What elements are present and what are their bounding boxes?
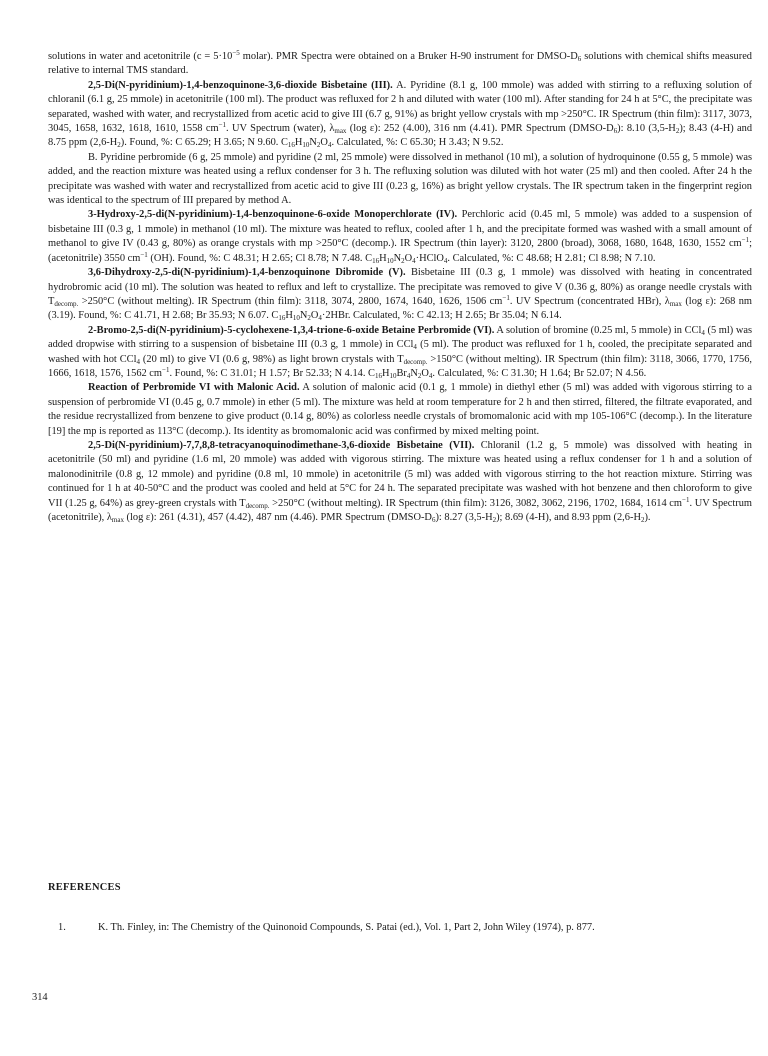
paragraph-text: (log ε): 261 (4.31), 457 (4.42), 487 nm (4.46). PMR Spectrum (DMSO-D xyxy=(123,512,432,523)
paragraph-text: solutions in water and acetonitrile (c = 5·10 xyxy=(48,51,233,62)
paragraph-text: H xyxy=(379,252,387,264)
subscript: 4 xyxy=(136,357,140,366)
compound-heading: 3,6-Dihydroxy-2,5-di(N-pyridinium)-1,4-benzoquinone Dibromide (V). xyxy=(88,267,406,279)
body-paragraph xyxy=(48,208,752,266)
paragraph-text: Br xyxy=(396,367,407,379)
paragraph-text: Chloranil (1.2 g, 5 mmole) was dissolved with heating in acetonitrile (50 ml) and pyridine (1.6 ml, 20 mmole) was added with vigorous stirring. The mixture was heated using a reflux condenser for 1 h and a solution of malonodinitrile (0.8 g, 12 mmole) and pyridine (0.8 ml, 10 mmole) in acetonitrile (5 ml) was added with vigorous stirring to the hot reaction mixture. Stirring was continued for 1 h at 40-50°C and the product was cooled and held at 5°C for 24 h. The separated precipitate was washed with hot benzene and then chloroform to give VII (1.25 g, 64%) as grey-green crystals with T xyxy=(48,439,752,509)
paragraph-text: (log ε): 252 (4.00), 316 nm (4.41). PMR Spectrum (DMSO-D xyxy=(346,123,614,135)
paragraph-text: solutions with chemical shifts measured relative to internal TMS standard. xyxy=(48,51,752,77)
paragraph-text: O xyxy=(421,367,429,379)
subscript: 16 xyxy=(278,314,286,323)
superscript: −5 xyxy=(232,49,240,57)
subscript: max xyxy=(111,516,124,524)
paragraph-text: . Calculated, %: C 65.30; H 3.43; N 9.52. xyxy=(331,137,504,149)
subscript: 4 xyxy=(327,141,332,150)
superscript: −1 xyxy=(140,250,148,259)
paragraph-text: Bisbetaine III (0.3 g, 1 mmole) was dissolved with heating in concentrated hydrobromic acid (10 ml). The solution was heated to reflux and left to crystallize. The precipitate was removed to give V (0.36 g, 80%) as orange needle crystals with T xyxy=(48,267,752,307)
paragraph-text: O xyxy=(404,252,413,264)
subscript: 16 xyxy=(374,371,382,380)
paragraph-text: >250°C (without melting). IR Spectrum (thin film): 3126, 3082, 3062, 2196, 1702, 1684, 1614 cm xyxy=(269,497,682,509)
paragraph-text: ); 8.43 (4-H) and 8.75 ppm (2,6-H xyxy=(48,123,753,149)
subscript: 2 xyxy=(417,371,422,380)
paragraph-text: O xyxy=(320,137,328,149)
subscript: 6 xyxy=(577,55,582,63)
paragraph-text: Perchloric acid (0.45 ml, 5 mmole) was added to a suspension of bisbetaine III (0.3 g, 1 mmole) in methanol (10 ml). The mixture was heated to reflux, cooled after 1 h, and the precipitate formed was washed with a small amount of methanol to give IV (0.43 g, 80%) as orange crystals with mp >250°C (decomp.). IR Spectrum (thin layer): 3120, 2800 (broad), 3068, 1680, 1648, 1630, 1552 cm xyxy=(48,209,752,250)
subscript: decomp. xyxy=(245,501,270,510)
paragraph-text: N xyxy=(410,367,418,379)
paragraph-text: (OH). Found, %: C 48.31; H 2.65; Cl 8.78; N 7.48. C xyxy=(147,252,373,264)
subscript: 4 xyxy=(428,371,433,380)
subscript: 2 xyxy=(316,141,321,150)
subscript: 4 xyxy=(406,371,411,380)
body-paragraph xyxy=(48,381,752,439)
subscript: 6 xyxy=(613,127,618,136)
subscript: 4 xyxy=(443,256,448,265)
subscript: 6 xyxy=(431,516,436,524)
body-paragraph xyxy=(48,324,752,382)
paragraph-text: ). xyxy=(644,512,651,523)
paragraph-text: (20 ml) to give VI (0.6 g, 98%) as light brown crystals with T xyxy=(139,353,404,365)
paragraph-text: A solution of malonic acid (0.1 g, 1 mmole) in diethyl ether (5 ml) was added with vigorous stirring to a suspension of perbromide VI (0.45 g, 0.7 mmole) in ether (5 ml). The mixture was held at room temperature for 2 h and then stirred, filtered, the filtrate evaporated, and the residue recrystallized from benzene to give product (0.14 g, 80%) as colorless needle crystals of bromomalonic acid with mp 105-106°C (decomp.). In the literature [19] the mp is reported as 113°C (decomp.). Its identity as bromomalonic acid was confirmed by mixed melting point. xyxy=(48,382,752,437)
paragraph-text: (5 ml) was added dropwise with stirring to a suspension of bisbetaine III (0.3 g, 1 mmole) in CCl xyxy=(48,324,753,351)
paragraph-text: A. Pyridine (8.1 g, 100 mmole) was added with stirring to a refluxing solution of chloranil (6.1 g, 25 mmole) in acetonitrile (100 ml). The product was refluxed for 2 h and diluted with water (100 ml). After standing for 24 h at 5°C, the precipitate was separated, washed with water, and recrystallized from acetic acid to give III (6.7 g, 91%) as bright yellow crystals with mp >250°C. IR Spectrum (thin film): 3117, 3073, 3045, 1658, 1632, 1618, 1610, 1558 cm xyxy=(48,79,752,135)
compound-heading: 3-Hydroxy-2,5-di(N-pyridinium)-1,4-benzoquinone-6-oxide Monoperchlorate (IV). xyxy=(88,209,458,221)
paragraph-text: . UV Spectrum (concentrated HBr), λ xyxy=(509,295,670,307)
paragraph-text: A solution of bromine (0.25 ml, 5 mmole) in CCl xyxy=(494,324,702,336)
paragraph-text: ). Found, %: C 65.29; H 3.65; N 9.60. C xyxy=(120,137,288,149)
paragraph-text: ; (acetonitrile) 3550 cm xyxy=(48,238,752,264)
subscript: max xyxy=(334,127,347,136)
subscript: 2 xyxy=(640,516,645,524)
paragraph-text: >150°C (without melting). IR Spectrum (thin film): 3118, 3066, 1770, 1756, 1666, 1618, 1576, 1562 cm xyxy=(48,353,753,379)
reference-number: 1. xyxy=(58,922,66,933)
body-paragraph xyxy=(48,151,752,209)
compound-heading: Reaction of Perbromide VI with Malonic Acid. xyxy=(88,382,300,394)
references-heading: REFERENCES xyxy=(48,882,121,893)
subscript: decomp. xyxy=(54,299,79,308)
compound-heading: 2,5-Di(N-pyridinium)-1,4-benzoquinone-3,6-dioxide Bisbetaine (III). xyxy=(88,79,393,91)
paragraph-text: . Found, %: C 31.01; H 1.57; Br 52.33; N 4.14. C xyxy=(169,367,375,379)
paragraph-text: H xyxy=(381,367,390,379)
page-number: 314 xyxy=(32,992,48,1003)
subscript: 10 xyxy=(386,256,394,265)
paragraph-text: ); 8.69 (4-H), and 8.93 ppm (2,6-H xyxy=(496,512,641,523)
superscript: −1 xyxy=(502,293,510,302)
reference-text: K. Th. Finley, in: The Chemistry of the Quinonoid Compounds, S. Patai (ed.), Vol. 1, Part 2, John Wiley (1974), p. 877. xyxy=(98,922,595,933)
subscript: 2 xyxy=(401,256,405,265)
paragraph-text: . Calculated, %: C 48.68; H 2.81; Cl 8.98; N 7.10. xyxy=(447,252,656,264)
subscript: 4 xyxy=(318,314,322,323)
paragraph-text: (5 ml). The product was refluxed for 1 h, cooled, the precipitate separated and washed with hot CCl xyxy=(48,339,753,365)
subscript: max xyxy=(669,299,682,308)
subscript: 16 xyxy=(372,256,380,265)
subscript: 2 xyxy=(492,516,497,524)
paragraph-text: B. Pyridine perbromide (6 g, 25 mmole) and pyridine (2 ml, 25 mmole) were dissolved in methanol (10 ml), a solution of hydroquinone (0.55 g, 5 mmole) was added, and the reaction mixture was heated using a reflux condenser for 3 h. The refluxing solution was diluted with hot water (25 ml) and then cooled. After 24 h the precipitate was washed with water and recrystallized from acetic acid to give III (0.23 g, 16%) as bright yellow crystals. The IR spectrum taken in the fingerprint region was identical to the spectrum of III prepared by method A. xyxy=(48,151,752,207)
paragraph-text: ): 8.27 (3,5-H xyxy=(435,512,493,523)
paragraph-text: H xyxy=(294,137,303,149)
superscript: −1 xyxy=(682,495,690,504)
subscript: 2 xyxy=(675,127,680,136)
compound-heading: 2-Bromo-2,5-di(N-pyridinium)-5-cyclohexene-1,3,4-trione-6-oxide Betaine Perbromide (VI). xyxy=(88,324,495,336)
superscript: −1 xyxy=(162,365,170,374)
paragraph-text: N xyxy=(309,137,317,149)
article-body xyxy=(48,50,752,525)
subscript: 10 xyxy=(302,141,310,150)
paragraph-text: ·2HBr. Calculated, %: C 42.13; H 2.65; Br 35.04; N 6.14. xyxy=(321,310,562,322)
body-paragraph xyxy=(48,439,752,525)
superscript: −1 xyxy=(218,121,227,130)
subscript: 4 xyxy=(413,343,417,352)
subscript: 10 xyxy=(389,371,397,380)
superscript: −1 xyxy=(741,236,750,245)
subscript: 2 xyxy=(307,314,311,323)
paragraph-text: O xyxy=(310,310,319,322)
paragraph-text: >250°C (without melting). IR Spectrum (thin film): 3118, 3074, 2800, 1674, 1640, 1626, 1506 cm xyxy=(78,295,503,307)
subscript: 10 xyxy=(292,314,300,323)
paragraph-text: N xyxy=(393,252,402,264)
subscript: 2 xyxy=(117,141,121,150)
body-paragraph xyxy=(48,266,752,324)
subscript: 16 xyxy=(287,141,295,150)
paragraph-text: N xyxy=(299,310,308,322)
subscript: 4 xyxy=(701,328,705,337)
paragraph-text: . Calculated, %: C 31.30; H 1.64; Br 52.07; N 4.56. xyxy=(432,367,647,379)
reference-item xyxy=(58,920,752,935)
body-paragraph xyxy=(48,79,752,151)
paragraph-text: . UV Spectrum (acetonitrile), λ xyxy=(48,497,752,523)
subscript: 4 xyxy=(412,256,416,265)
compound-heading: 2,5-Di(N-pyridinium)-7,7,8,8-tetracyanoquinodimethane-3,6-dioxide Bisbetaine (VII). xyxy=(88,439,475,451)
paragraph-text: H xyxy=(285,310,293,322)
paragraph-text: ): 8.10 (3,5-H xyxy=(617,123,676,135)
paragraph-text: ·HClO xyxy=(415,252,444,264)
subscript: decomp. xyxy=(403,357,428,366)
paragraph-text: . UV Spectrum (water), λ xyxy=(226,123,335,135)
paragraph-text: (log ε): 268 nm (3.19). Found, %: C 41.71, H 2.68; Br 35.93; N 6.07. C xyxy=(48,295,753,322)
body-paragraph xyxy=(48,50,752,79)
paragraph-text: molar). PMR Spectra were obtained on a Bruker H-90 instrument for DMSO-D xyxy=(239,51,578,62)
